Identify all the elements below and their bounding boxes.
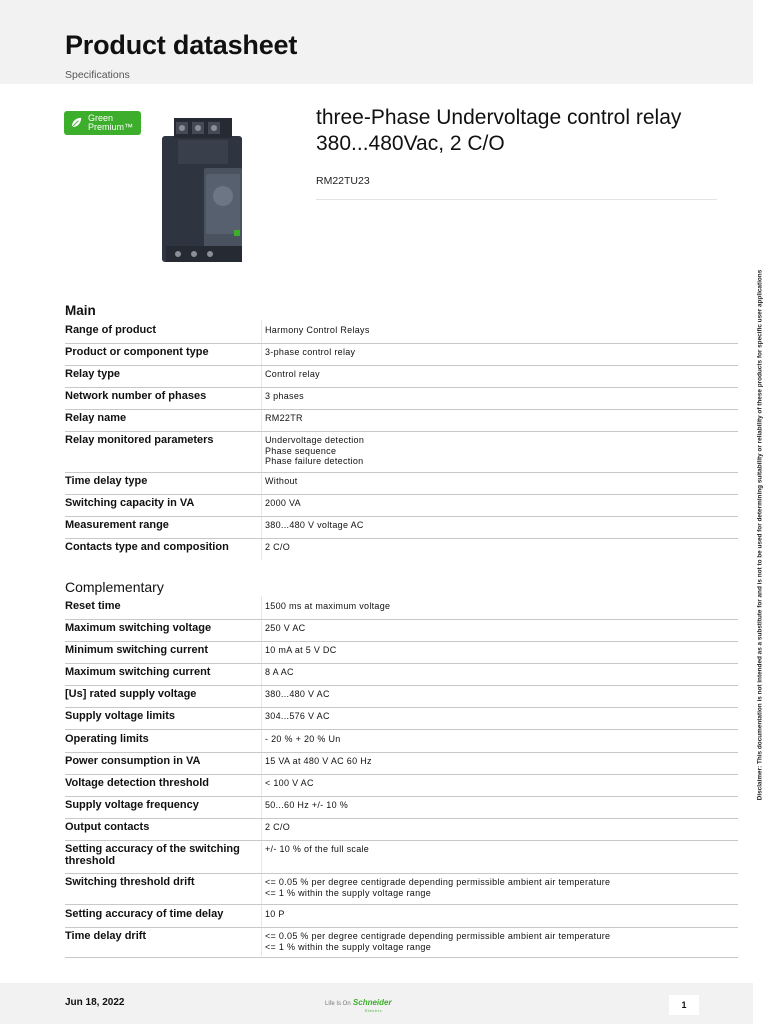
spec-value: Control relay <box>265 369 320 379</box>
spec-value: 380...480 V voltage AC <box>265 520 364 530</box>
spec-label: Setting accuracy of the switching threshold <box>65 843 240 867</box>
spec-value: 3 phases <box>265 391 304 401</box>
page-number-box <box>669 995 699 1015</box>
spec-label: Maximum switching current <box>65 666 211 678</box>
table-row <box>65 412 738 432</box>
table-row <box>65 519 738 539</box>
spec-label: Minimum switching current <box>65 644 209 656</box>
table-row <box>65 710 738 730</box>
spec-value: 10 P <box>265 909 285 919</box>
spec-label: Supply voltage limits <box>65 710 176 722</box>
spec-value: +/- 10 % of the full scale <box>265 844 370 854</box>
spec-label: Supply voltage frequency <box>65 799 199 811</box>
spec-label: Relay name <box>65 412 127 424</box>
spec-label: Network number of phases <box>65 390 207 402</box>
reference-divider <box>316 199 717 200</box>
table-row <box>65 475 738 495</box>
spec-label: Relay monitored parameters <box>65 434 214 446</box>
spec-label: Relay type <box>65 368 121 380</box>
spec-value: 2 C/O <box>265 542 291 552</box>
table-row <box>65 368 738 388</box>
spec-label: Voltage detection threshold <box>65 777 210 789</box>
footer-date: Jun 18, 2022 <box>65 997 125 1008</box>
spec-value: Harmony Control Relays <box>265 325 370 335</box>
spec-value: 2000 VA <box>265 498 301 508</box>
product-image <box>160 118 250 266</box>
spec-value: 380...480 V AC <box>265 689 330 699</box>
spec-value: <= 0.05 % per degree centigrade depending permissible ambient air temperature <= 1 % within the supply voltage range <box>265 877 611 898</box>
disclaimer-label: Disclaimer: This documentation is not intended as a substitute for and is not to be used for determining suitability or reliability of these products for specific user applications <box>756 269 764 801</box>
table-row <box>65 324 738 344</box>
spec-value: <= 0.05 % per degree centigrade depending permissible ambient air temperature <= 1 % within the supply voltage range <box>265 931 611 952</box>
page-title: Product datasheet <box>65 30 298 60</box>
table-row <box>65 688 738 708</box>
table-row <box>65 843 738 874</box>
badge-line-1: Green <box>88 113 114 123</box>
logo-tagline: Life Is On <box>325 1001 351 1007</box>
spec-label: Setting accuracy of time delay <box>65 908 224 920</box>
table-row <box>65 755 738 775</box>
spec-label: Power consumption in VA <box>65 755 201 767</box>
table-row <box>65 799 738 819</box>
green-premium-badge <box>64 111 141 135</box>
logo-sub: Electric <box>365 1008 383 1013</box>
table-row <box>65 733 738 753</box>
spec-value: < 100 V AC <box>265 778 314 788</box>
spec-value: 250 V AC <box>265 623 306 633</box>
spec-value: 1500 ms at maximum voltage <box>265 601 391 611</box>
spec-label: [Us] rated supply voltage <box>65 688 197 700</box>
spec-value: 10 mA at 5 V DC <box>265 645 337 655</box>
table-row <box>65 497 738 517</box>
spec-label: Output contacts <box>65 821 150 833</box>
product-reference: RM22TU23 <box>316 175 370 187</box>
page-number: 1 <box>681 1000 687 1010</box>
schneider-electric-logo <box>325 998 392 1013</box>
page-subtitle: Specifications <box>65 69 130 81</box>
table-row <box>65 622 738 642</box>
spec-label: Time delay drift <box>65 930 147 942</box>
spec-label: Maximum switching voltage <box>65 622 212 634</box>
table-row <box>65 541 738 561</box>
section-complementary-title: Complementary <box>65 579 164 595</box>
spec-value: 8 A AC <box>265 667 294 677</box>
table-row <box>65 644 738 664</box>
spec-value: Undervoltage detection Phase sequence Phase failure detection <box>265 435 365 466</box>
spec-label: Product or component type <box>65 346 209 358</box>
table-row <box>65 434 738 473</box>
spec-label: Operating limits <box>65 733 149 745</box>
disclaimer-text <box>755 269 765 801</box>
spec-value: Without <box>265 476 298 486</box>
product-title: three-Phase Undervoltage control relay 380...480Vac, 2 C/O <box>316 106 682 155</box>
spec-value: 3-phase control relay <box>265 347 356 357</box>
spec-value: RM22TR <box>265 413 303 423</box>
spec-value: 2 C/O <box>265 822 291 832</box>
spec-value: 304...576 V AC <box>265 711 330 721</box>
spec-value: - 20 % + 20 % Un <box>265 734 341 744</box>
table-row <box>65 821 738 841</box>
spec-label: Contacts type and composition <box>65 541 229 553</box>
table-row <box>65 930 738 958</box>
spec-label: Range of product <box>65 324 157 336</box>
spec-value: 15 VA at 480 V AC 60 Hz <box>265 756 372 766</box>
table-row <box>65 876 738 905</box>
table-row <box>65 600 738 620</box>
section-main-title: Main <box>65 303 96 318</box>
spec-label: Switching capacity in VA <box>65 497 195 509</box>
table-row <box>65 390 738 410</box>
leaf-icon <box>70 116 83 129</box>
table-row <box>65 908 738 928</box>
spec-value: 50...60 Hz +/- 10 % <box>265 800 348 810</box>
badge-line-2: Premium™ <box>88 122 134 132</box>
table-row <box>65 666 738 686</box>
table-row <box>65 777 738 797</box>
spec-label: Switching threshold drift <box>65 876 195 888</box>
logo-brand: Schneider <box>352 998 392 1007</box>
spec-label: Reset time <box>65 600 121 612</box>
spec-label: Time delay type <box>65 475 148 487</box>
table-row <box>65 346 738 366</box>
spec-label: Measurement range <box>65 519 169 531</box>
